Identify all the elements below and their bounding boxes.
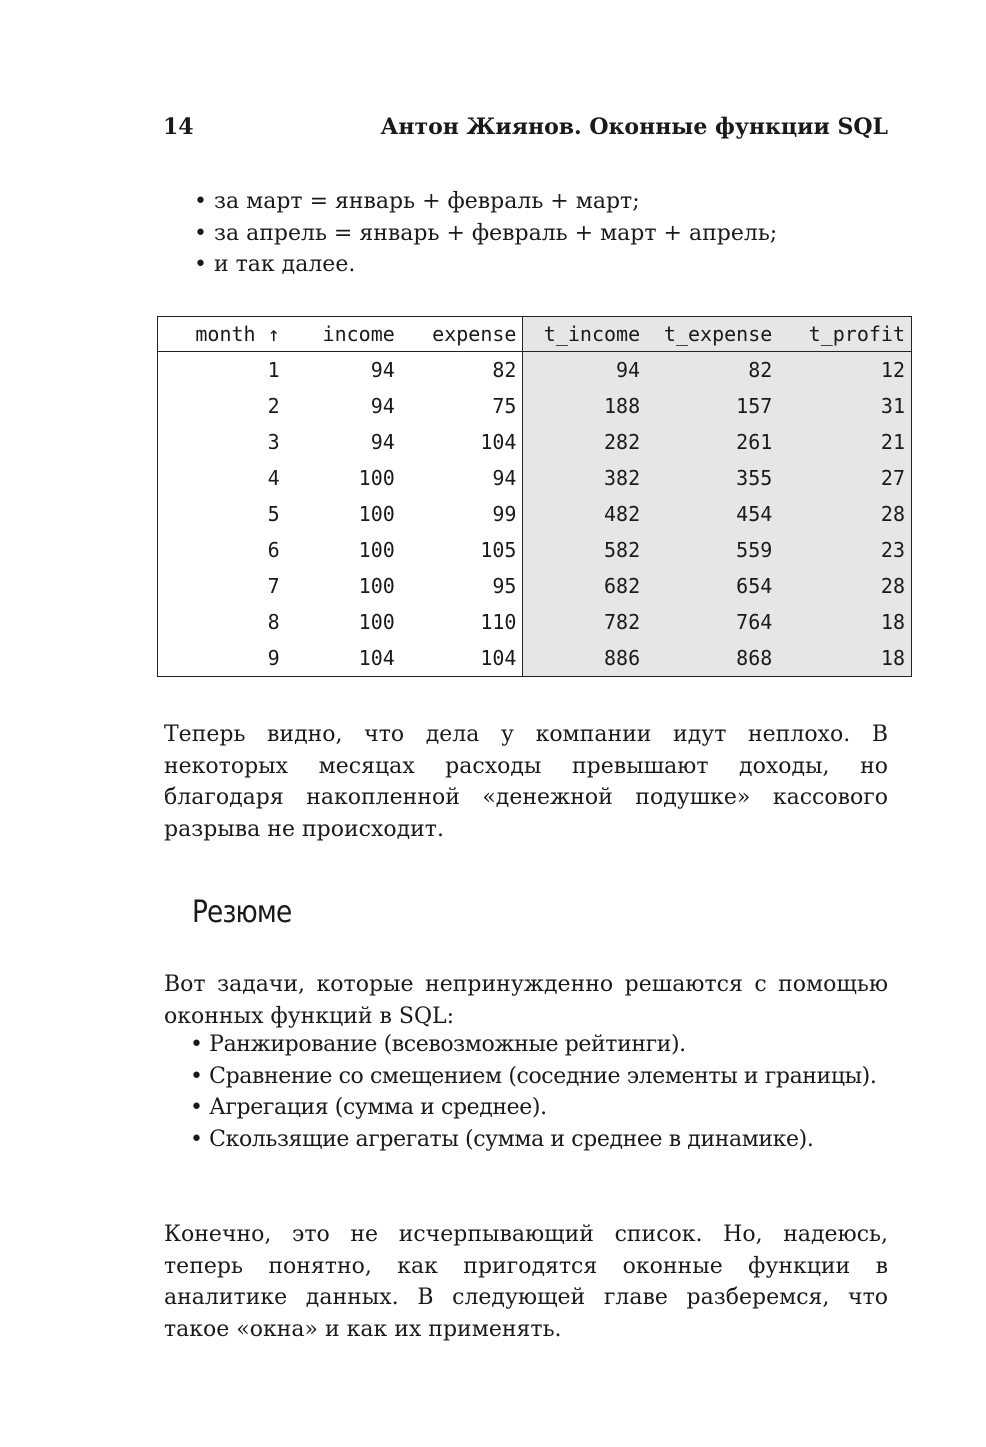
results-table bbox=[157, 316, 912, 677]
table-cell: 682 bbox=[523, 568, 646, 604]
cumulative-sum-list bbox=[194, 186, 777, 281]
table-cell: 6 bbox=[267, 538, 280, 562]
table-row bbox=[158, 388, 912, 424]
paragraph: Конечно, это не исчерпывающий список. Но, надеюсь, теперь понятно, как пригодятся оконные функции в аналитике данных. В следующей главе разберемся, что такое «окна» и как их применять. bbox=[164, 1222, 888, 1342]
table-row bbox=[158, 496, 912, 532]
table-cell: 868 bbox=[646, 640, 778, 677]
table-row bbox=[158, 640, 912, 677]
table-cell: 94 bbox=[492, 466, 517, 490]
column-header-expense: expense bbox=[401, 317, 523, 352]
table-cell: 282 bbox=[523, 424, 646, 460]
table-cell: 9 bbox=[267, 646, 280, 670]
column-header-t-profit: t_profit bbox=[778, 317, 911, 352]
table-row bbox=[158, 532, 912, 568]
table-cell: 94 bbox=[370, 430, 395, 454]
table-cell: 94 bbox=[370, 394, 395, 418]
table-row bbox=[158, 352, 912, 389]
table-cell: 18 bbox=[778, 640, 911, 677]
table-cell: 94 bbox=[523, 352, 646, 389]
column-header-income: income bbox=[286, 317, 401, 352]
list-item: • и так далее. bbox=[194, 249, 777, 281]
table-cell: 886 bbox=[523, 640, 646, 677]
list-item: • за март = январь + февраль + март; bbox=[194, 186, 777, 218]
table-cell: 21 bbox=[778, 424, 911, 460]
table-cell: 75 bbox=[492, 394, 517, 418]
list-item: • Скользящие агрегаты (сумма и среднее в динамике). bbox=[190, 1124, 876, 1156]
table-cell: 82 bbox=[646, 352, 778, 389]
table-cell: 104 bbox=[358, 646, 395, 670]
table-row bbox=[158, 424, 912, 460]
table-cell: 261 bbox=[646, 424, 778, 460]
table-cell: 454 bbox=[646, 496, 778, 532]
table-row bbox=[158, 568, 912, 604]
table-cell: 100 bbox=[358, 502, 395, 526]
table-cell: 82 bbox=[492, 358, 517, 382]
table-cell: 8 bbox=[267, 610, 280, 634]
table-cell: 28 bbox=[778, 568, 911, 604]
table-cell: 1 bbox=[267, 358, 280, 382]
list-item: • Сравнение со смещением (соседние элементы и границы). bbox=[190, 1061, 876, 1093]
page-number: 14 bbox=[163, 114, 194, 140]
table-cell: 7 bbox=[267, 574, 280, 598]
table-header-row bbox=[158, 317, 912, 352]
table-cell: 100 bbox=[358, 574, 395, 598]
table-cell: 782 bbox=[523, 604, 646, 640]
table-body bbox=[158, 352, 912, 677]
table-cell: 654 bbox=[646, 568, 778, 604]
table-cell: 105 bbox=[480, 538, 517, 562]
table-cell: 94 bbox=[370, 358, 395, 382]
table-cell: 18 bbox=[778, 604, 911, 640]
table-cell: 559 bbox=[646, 532, 778, 568]
table-cell: 5 bbox=[267, 502, 280, 526]
table-cell: 31 bbox=[778, 388, 911, 424]
table-cell: 582 bbox=[523, 532, 646, 568]
list-item: • Ранжирование (всевозможные рейтинги). bbox=[190, 1029, 876, 1061]
column-header-t-income: t_income bbox=[523, 317, 646, 352]
table-cell: 3 bbox=[267, 430, 280, 454]
table-cell: 100 bbox=[358, 610, 395, 634]
table-cell: 100 bbox=[358, 538, 395, 562]
table-cell: 12 bbox=[778, 352, 911, 389]
table-cell: 27 bbox=[778, 460, 911, 496]
table-cell: 110 bbox=[480, 610, 517, 634]
table-cell: 99 bbox=[492, 502, 517, 526]
table-cell: 100 bbox=[358, 466, 395, 490]
running-head: Антон Жиянов. Оконные функции SQL bbox=[380, 114, 888, 140]
section-title: Резюме bbox=[192, 895, 292, 930]
table-row bbox=[158, 460, 912, 496]
table-cell: 95 bbox=[492, 574, 517, 598]
table-cell: 482 bbox=[523, 496, 646, 532]
list-item: • Агрегация (сумма и среднее). bbox=[190, 1092, 876, 1124]
table-row bbox=[158, 604, 912, 640]
table-cell: 355 bbox=[646, 460, 778, 496]
list-item: • за апрель = январь + февраль + март + апрель; bbox=[194, 218, 777, 250]
table-cell: 104 bbox=[480, 646, 517, 670]
column-header-t-expense: t_expense bbox=[646, 317, 778, 352]
table-cell: 28 bbox=[778, 496, 911, 532]
table-cell: 2 bbox=[267, 394, 280, 418]
table-cell: 157 bbox=[646, 388, 778, 424]
summary-list bbox=[190, 1029, 876, 1155]
paragraph: Вот задачи, которые непринужденно решаются с помощью оконных функций в SQL: bbox=[164, 972, 888, 1029]
column-header-month: month ↑ bbox=[158, 317, 286, 352]
table-cell: 4 bbox=[267, 466, 280, 490]
table-cell: 23 bbox=[778, 532, 911, 568]
table-cell: 382 bbox=[523, 460, 646, 496]
table-cell: 764 bbox=[646, 604, 778, 640]
paragraph: Теперь видно, что дела у компании идут неплохо. В некоторых месяцах расходы превышают доходы, но благодаря накопленной «денежной подушке» кассового разрыва не происходит. bbox=[164, 722, 888, 842]
table-cell: 188 bbox=[523, 388, 646, 424]
table-cell: 104 bbox=[480, 430, 517, 454]
